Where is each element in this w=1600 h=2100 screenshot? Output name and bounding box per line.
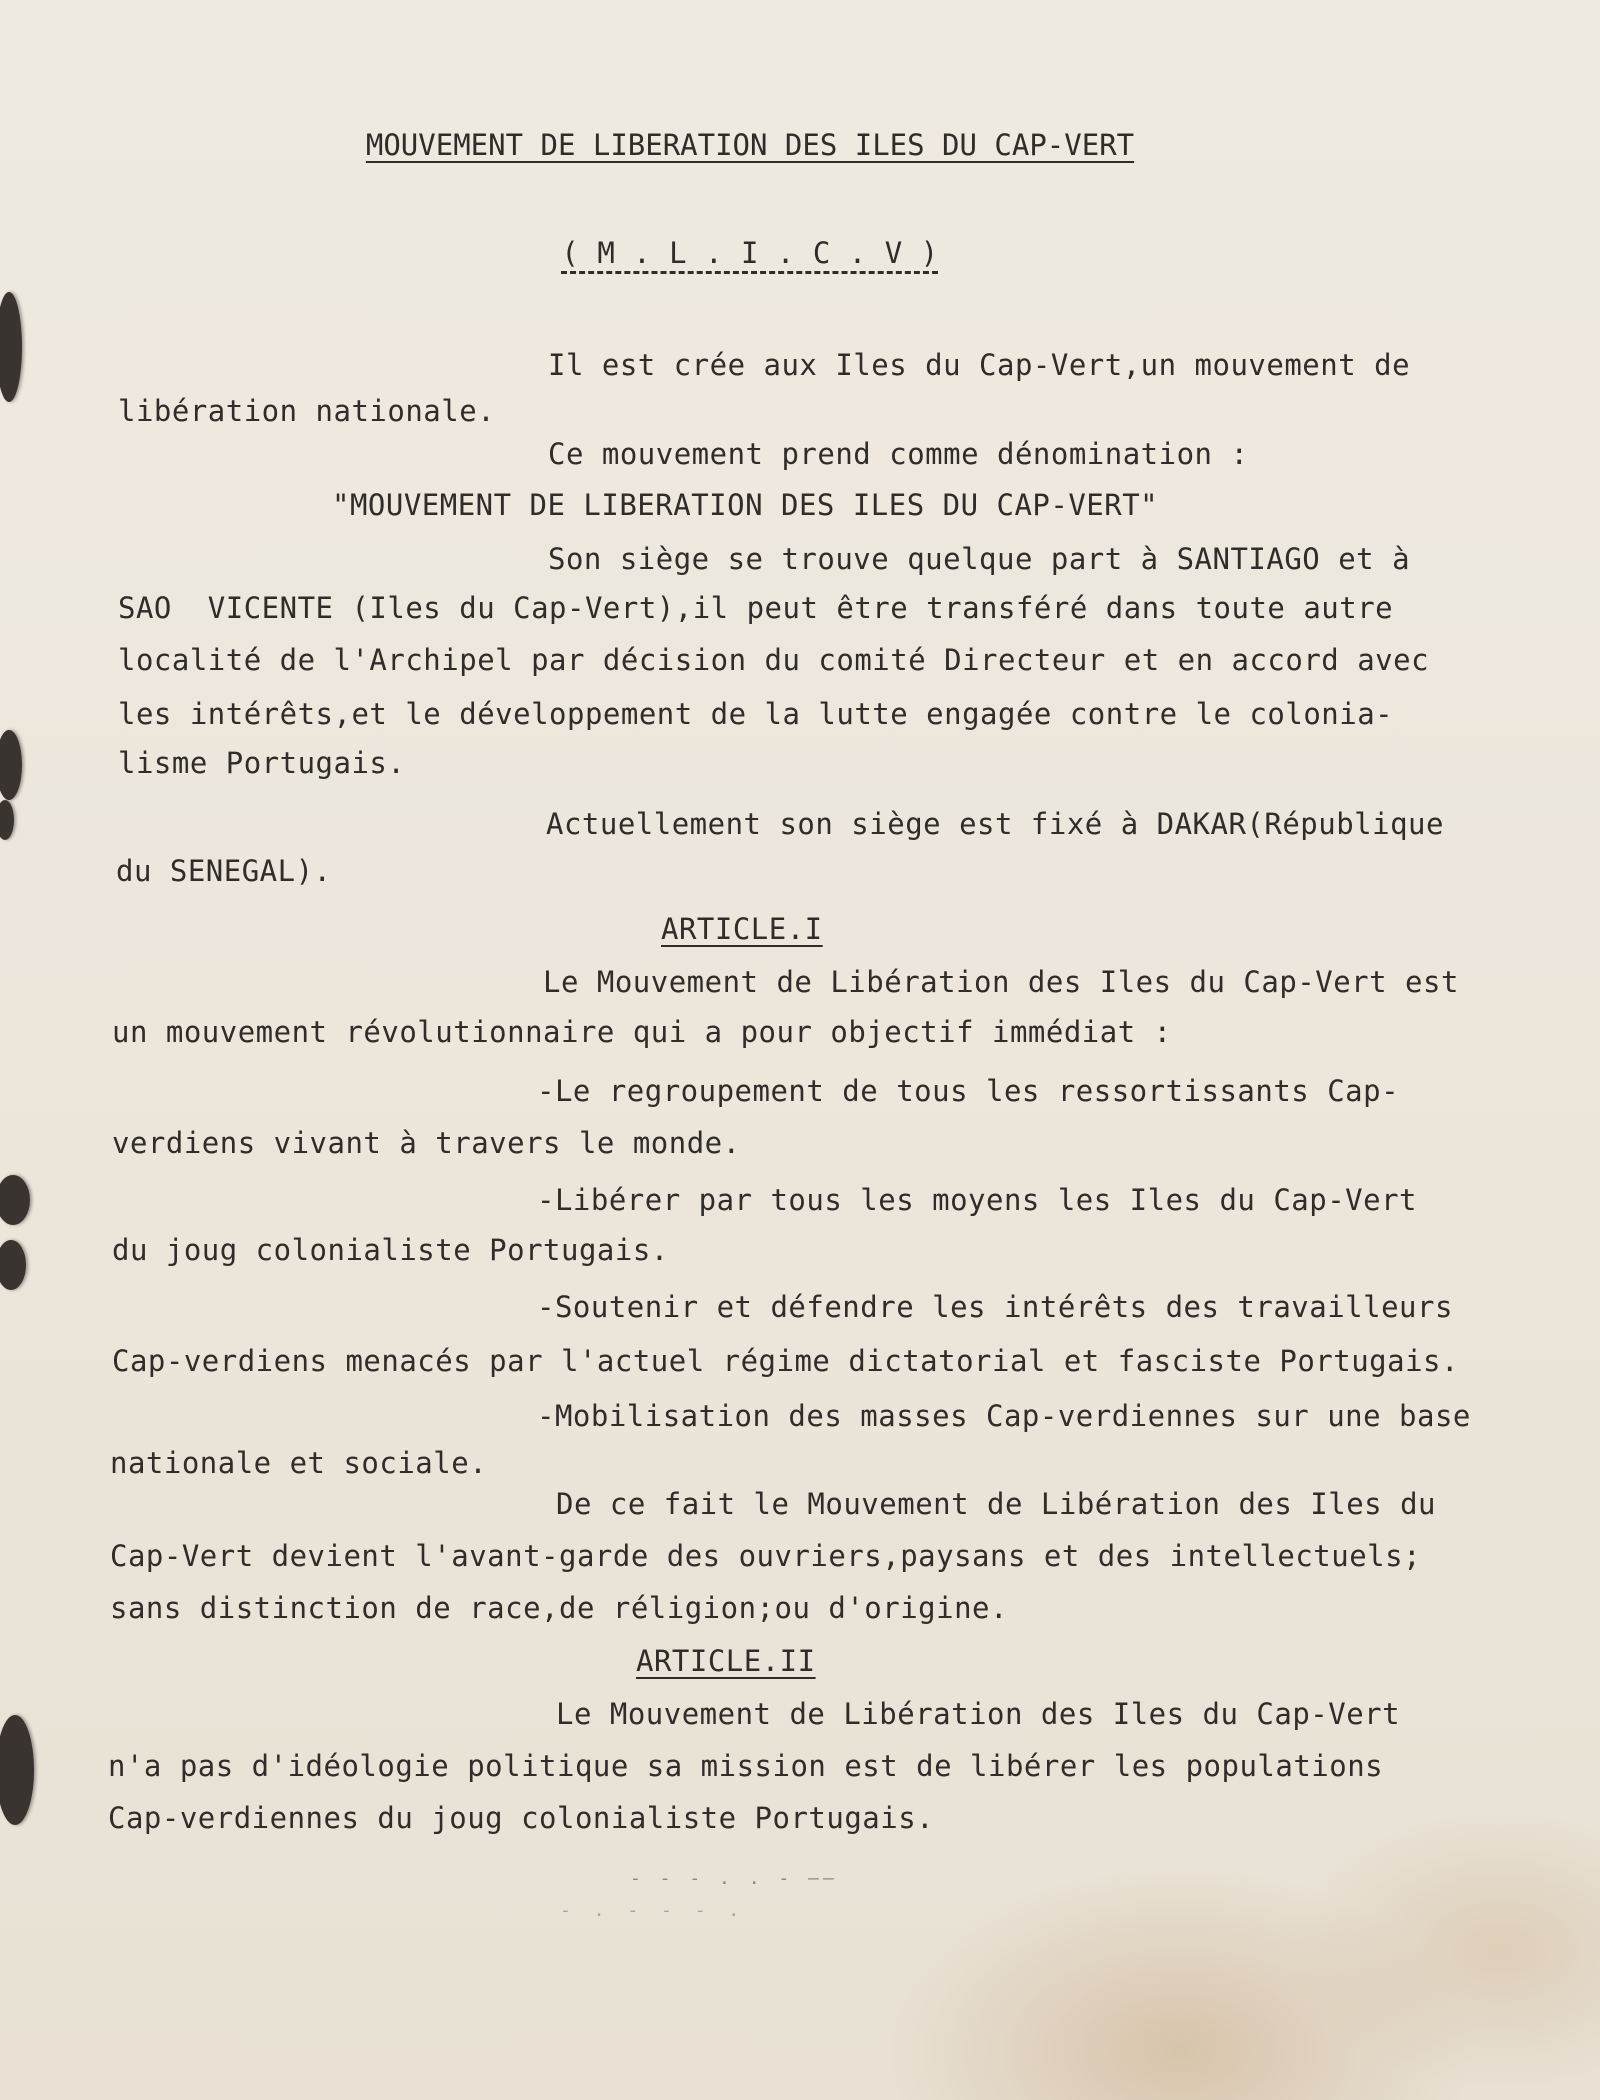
binder-hole-4 (0, 1175, 30, 1225)
intro-line: "MOUVEMENT DE LIBERATION DES ILES DU CAP-VERT" (332, 488, 1159, 522)
article-2-line: Le Mouvement de Libération des Iles du Cap-Vert (556, 1697, 1401, 1731)
intro-line: Actuellement son siège est fixé à DAKAR(République (546, 807, 1444, 841)
article-1-line: nationale et sociale. (110, 1446, 488, 1480)
smudge-mark: - . - - - . (560, 1900, 746, 1921)
intro-line: Ce mouvement prend comme dénomination : (548, 437, 1249, 471)
intro-line: les intérêts,et le développement de la lutte engagée contre le colonia- (118, 697, 1394, 731)
article-1-heading (661, 911, 823, 947)
article-1-line: sans distinction de race,de réligion;ou d'origine. (110, 1591, 1008, 1625)
intro-line: SAO VICENTE (Iles du Cap-Vert),il peut être transféré dans toute autre (118, 591, 1394, 625)
binder-hole-1 (0, 292, 22, 402)
article-1-line: Cap-Vert devient l'avant-garde des ouvriers,paysans et des intellectuels; (110, 1539, 1422, 1573)
article-1-line: du joug colonialiste Portugais. (112, 1233, 669, 1267)
article-1-line: Le Mouvement de Libération des Iles du Cap-Vert est (543, 965, 1459, 999)
intro-line: du SENEGAL). (116, 854, 332, 888)
article-1-heading-text: ARTICLE.I (661, 912, 823, 946)
binder-hole-5 (0, 1240, 26, 1290)
article-2-heading (636, 1643, 816, 1679)
article-1-line: Cap-verdiens menacés par l'actuel régime dictatorial et fasciste Portugais. (112, 1344, 1459, 1378)
article-1-line: De ce fait le Mouvement de Libération des Iles du (556, 1487, 1437, 1521)
intro-line: Son siège se trouve quelque part à SANTIAGO et à (548, 542, 1411, 576)
intro-line: localité de l'Archipel par décision du comité Directeur et en accord avec (118, 643, 1430, 677)
article-1-line: un mouvement révolutionnaire qui a pour objectif immédiat : (112, 1015, 1172, 1049)
article-2-line: n'a pas d'idéologie politique sa mission est de libérer les populations (108, 1749, 1384, 1783)
intro-line: libération nationale. (118, 394, 496, 428)
article-1-line: verdiens vivant à travers le monde. (112, 1126, 741, 1160)
intro-line: Il est crée aux Iles du Cap-Vert,un mouvement de (548, 348, 1411, 382)
article-1-line: -Libérer par tous les moyens les Iles du Cap-Vert (537, 1183, 1418, 1217)
binder-hole-3 (0, 800, 14, 840)
acronym (0, 235, 1500, 271)
article-1-line: -Le regroupement de tous les ressortissants Cap- (537, 1074, 1400, 1108)
document-title: MOUVEMENT DE LIBERATION DES ILES DU CAP-VERT (365, 128, 1135, 162)
article-2-line: Cap-verdiennes du joug colonialiste Portugais. (108, 1801, 935, 1835)
article-1-line: -Mobilisation des masses Cap-verdiennes sur une base (537, 1399, 1471, 1433)
binder-hole-6 (0, 1715, 34, 1825)
intro-line: lisme Portugais. (118, 746, 406, 780)
smudge-mark: - - - . . - —— (630, 1868, 838, 1889)
article-1-line: -Soutenir et défendre les intérêts des travailleurs (537, 1290, 1453, 1324)
acronym-text: ( M . L . I . C . V ) (561, 236, 939, 270)
binder-hole-2 (0, 730, 22, 800)
article-2-heading-text: ARTICLE.II (636, 1644, 816, 1678)
